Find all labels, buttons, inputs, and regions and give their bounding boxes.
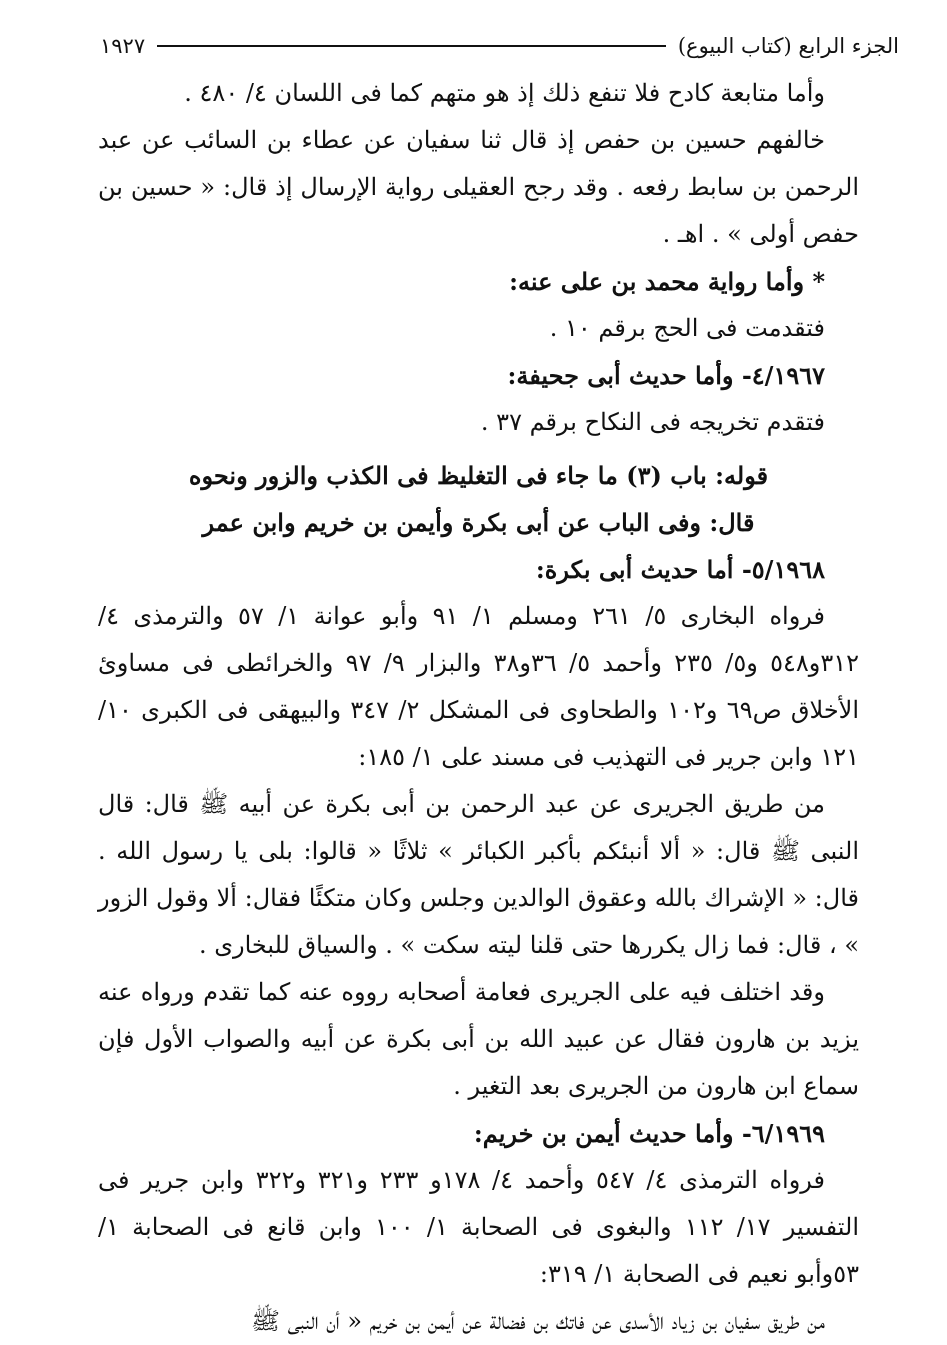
- hadith-heading: ٦/١٩٦٩- وأما حديث أيمن بن خريم:: [473, 1119, 825, 1148]
- paragraph: فتقدمت فى الحج برقم ١٠ .: [549, 314, 825, 342]
- header-title: الجزء الرابع (كتاب البيوع): [677, 34, 899, 58]
- page-header: [100, 28, 899, 64]
- paragraph: وأما متابعة كادح فلا تنفع ذلك إذ هو متهم كما فى اللسان ٤/ ٤٨٠ .: [184, 79, 825, 107]
- header-rule: [157, 45, 666, 47]
- paragraph: خالفهم حسين بن حفص إذ قال ثنا سفيان عن عطاء بن السائب عن عبد الرحمن بن سابط رفعه . وقد رجح العقيلى رواية الإرسال إذ قال: « حسين بن حفص أولى » . اهـ .: [98, 126, 859, 248]
- hadith-heading: ٥/١٩٦٨- أما حديث أبى بكرة:: [535, 555, 825, 584]
- paragraph: فتقدم تخريجه فى النكاح برقم ٣٧ .: [480, 408, 825, 436]
- chapter-title: قوله: باب (٣) ما جاء فى التغليظ فى الكذب والزور ونحوه: [188, 461, 769, 490]
- page-body: [98, 70, 859, 1345]
- section-heading: * وأما رواية محمد بن على عنه:: [509, 267, 825, 296]
- paragraph: من طريق الجريرى عن عبد الرحمن بن أبى بكرة عن أبيه ﷺ قال: قال النبى ﷺ قال: « ألا أنبئكم بأكبر الكبائر » ثلاثًا « قالوا: بلى يا رسول الله . قال: « الإشراك بالله وعقوق الوالدين وجلس وكان متكئًا فقال: ألا وقول الزور » ، قال: فما زال يكررها حتى قلنا ليته سكت » . والسياق للبخارى .: [98, 790, 859, 959]
- paragraph: فرواه الترمذى ٤/ ٥٤٧ وأحمد ٤/ ١٧٨و ٢٣٣ و٣٢١ و٣٢٢ وابن جرير فى التفسير ١٧/ ١١٢ والبغوى فى الصحابة ١/ ١٠٠ وابن قانع فى الصحابة ١/ ٥٣وأبو نعيم فى الصحابة ١/ ٣١٩:: [98, 1166, 860, 1288]
- paragraph: وقد اختلف فيه على الجريرى فعامة أصحابه رووه عنه كما تقدم ورواه عنه يزيد بن هارون فقال عن عبيد الله بن أبى بكرة عن أبيه والصواب الأول فإن سماع ابن هارون من الجريرى بعد التغير .: [98, 978, 859, 1100]
- chapter-subtitle: قال: وفى الباب عن أبى بكرة وأيمن بن خريم وابن عمر: [202, 508, 755, 537]
- hadith-heading: ٤/١٩٦٧- وأما حديث أبى جحيفة:: [507, 361, 825, 390]
- paragraph: فرواه البخارى ٥/ ٢٦١ ومسلم ١/ ٩١ وأبو عوانة ١/ ٥٧ والترمذى ٤/ ٣١٢و٥٤٨ و٥/ ٢٣٥ وأحمد ٥/ ٣٦و٣٨ والبزار ٩/ ٩٧ والخرائطى فى مساوئ الأخلاق ص٦٩ و١٠٢ والطحاوى فى المشكل ٢/ ٣٤٧ والبيهقى فى الكبرى ١٠/ ١٢١ وابن جرير فى التهذيب فى مسند على ١/ ١٨٥:: [98, 602, 860, 771]
- paragraph: من طريق سفيان بن زياد الأسدى عن فاتك بن فضالة عن أيمن بن خريم « أن النبى ﷺ: [251, 1307, 825, 1335]
- page-number: ١٩٢٧: [100, 34, 146, 58]
